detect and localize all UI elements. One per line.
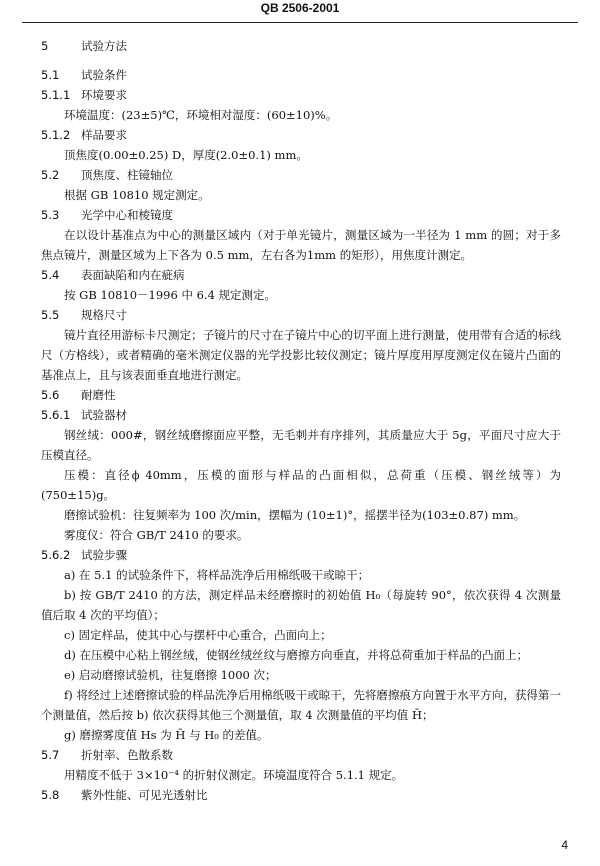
body-paragraph: 在以设计基准点为中心的测量区域内（对于单光镜片，测量区域为一半径为 1 mm 的圆；对于多焦点镜片，测量区域为上下各为 0.5 mm，左右各为1mm 的矩形），用焦度计测定。 — [41, 228, 561, 262]
section-number: 5.7 — [41, 748, 60, 762]
header-rule — [22, 22, 578, 23]
section-title: 试验步骤 — [81, 548, 127, 562]
section-title: 规格尺寸 — [81, 308, 127, 322]
section-heading — [41, 305, 561, 325]
section-heading — [41, 205, 561, 225]
section-number: 5.8 — [41, 788, 60, 802]
section-title: 试验器材 — [81, 408, 127, 422]
list-item: e) 启动磨擦试验机，往复磨擦 1000 次； — [64, 668, 277, 682]
section-number: 5.1 — [41, 68, 60, 82]
body-paragraph: 根据 GB 10810 规定测定。 — [64, 188, 210, 202]
section-number: 5.5 — [41, 308, 60, 322]
section-number: 5.1.2 — [41, 128, 71, 142]
list-item: c) 固定样品，使其中心与摆杆中心重合，凸面向上； — [64, 628, 332, 642]
body-paragraph: 顶焦度(0.00±0.25) D，厚度(2.0±0.1) mm。 — [64, 148, 308, 162]
section-number: 5.6 — [41, 388, 60, 402]
body-paragraph: 环境温度：(23±5)℃，环境相对湿度：(60±10)%。 — [64, 108, 338, 122]
section-title: 试验方法 — [81, 39, 127, 53]
body-paragraph: 压模：直径ϕ 40mm，压模的面形与样品的凸面相似，总荷重（压模、钢丝绒等）为(750±15)g。 — [41, 468, 561, 502]
section-heading — [41, 85, 561, 105]
section-heading — [41, 36, 561, 56]
section-heading — [41, 785, 561, 805]
section-heading — [41, 165, 561, 185]
section-heading — [41, 545, 561, 565]
section-heading — [41, 405, 561, 425]
body-paragraph: 钢丝绒：000#，钢丝绒磨擦面应平整，无毛刺并有序排列，其质量应大于 5g，平面尺寸应大于压模直径。 — [41, 428, 561, 462]
section-heading — [41, 385, 561, 405]
section-title: 表面缺陷和内在疵病 — [81, 268, 185, 282]
section-number: 5.4 — [41, 268, 60, 282]
body-paragraph: 磨擦试验机：往复频率为 100 次/min，摆幅为 (10±1)°，摇摆半径为(103±0.87) mm。 — [64, 508, 526, 522]
section-heading — [41, 125, 561, 145]
section-title: 样品要求 — [81, 128, 127, 142]
section-number: 5.1.1 — [41, 88, 71, 102]
document-body — [41, 36, 561, 805]
body-paragraph: d) 在压模中心粘上钢丝绒，使钢丝绒丝纹与磨擦方向垂直，并将总荷重加于样品的凸面上； — [64, 648, 528, 662]
section-title: 耐磨性 — [81, 388, 116, 402]
section-title: 折射率、色散系数 — [81, 748, 173, 762]
section-number: 5.3 — [41, 208, 60, 222]
body-paragraph: f) 将经过上述磨擦试验的样品洗净后用棉纸吸干或晾干，先将磨擦痕方向置于水平方向，获得第一个测量值，然后按 b) 依次获得其他三个测量值，取 4 次测量值的平均值 H̄； — [41, 688, 561, 722]
section-title: 试验条件 — [81, 68, 127, 82]
section-title: 光学中心和棱镜度 — [81, 208, 173, 222]
body-paragraph: 用精度不低于 3×10⁻⁴ 的折射仪测定。环境温度符合 5.1.1 规定。 — [64, 768, 404, 782]
section-heading — [41, 65, 561, 85]
list-item: a) 在 5.1 的试验条件下，将样品洗净后用棉纸吸干或晾干； — [64, 568, 370, 582]
body-paragraph: 按 GB 10810－1996 中 6.4 规定测定。 — [64, 288, 277, 302]
body-paragraph: b) 按 GB/T 2410 的方法，测定样品未经磨擦时的初始值 H₀（每旋转 90°，依次获得 4 次测量值后取 4 次的平均值）； — [41, 588, 561, 622]
page-header: QB 2506-2001 — [260, 1, 340, 15]
section-title: 环境要求 — [81, 88, 127, 102]
body-paragraph: 雾度仪：符合 GB/T 2410 的要求。 — [64, 528, 249, 542]
body-paragraph: 镜片直径用游标卡尺测定；子镜片的尺寸在子镜片中心的切平面上进行测量，使用带有合适的标线尺（方格线），或者精确的毫米测定仪器的光学投影比较仪测定；镜片厚度用厚度测定仪在镜片凸面的基准点上，且与该表面垂直地进行测定。 — [41, 328, 561, 382]
section-heading — [41, 745, 561, 765]
section-heading — [41, 265, 561, 285]
page-number: 4 — [561, 838, 568, 852]
list-item: g) 磨擦雾度值 Hs 为 H̄ 与 H₀ 的差值。 — [64, 728, 269, 742]
section-number: 5.2 — [41, 168, 60, 182]
section-title: 顶焦度、柱镜轴位 — [81, 168, 173, 182]
section-number: 5.6.2 — [41, 548, 71, 562]
section-title: 紫外性能、可见光透射比 — [81, 788, 208, 802]
section-number: 5.6.1 — [41, 408, 71, 422]
section-number: 5 — [41, 39, 49, 53]
